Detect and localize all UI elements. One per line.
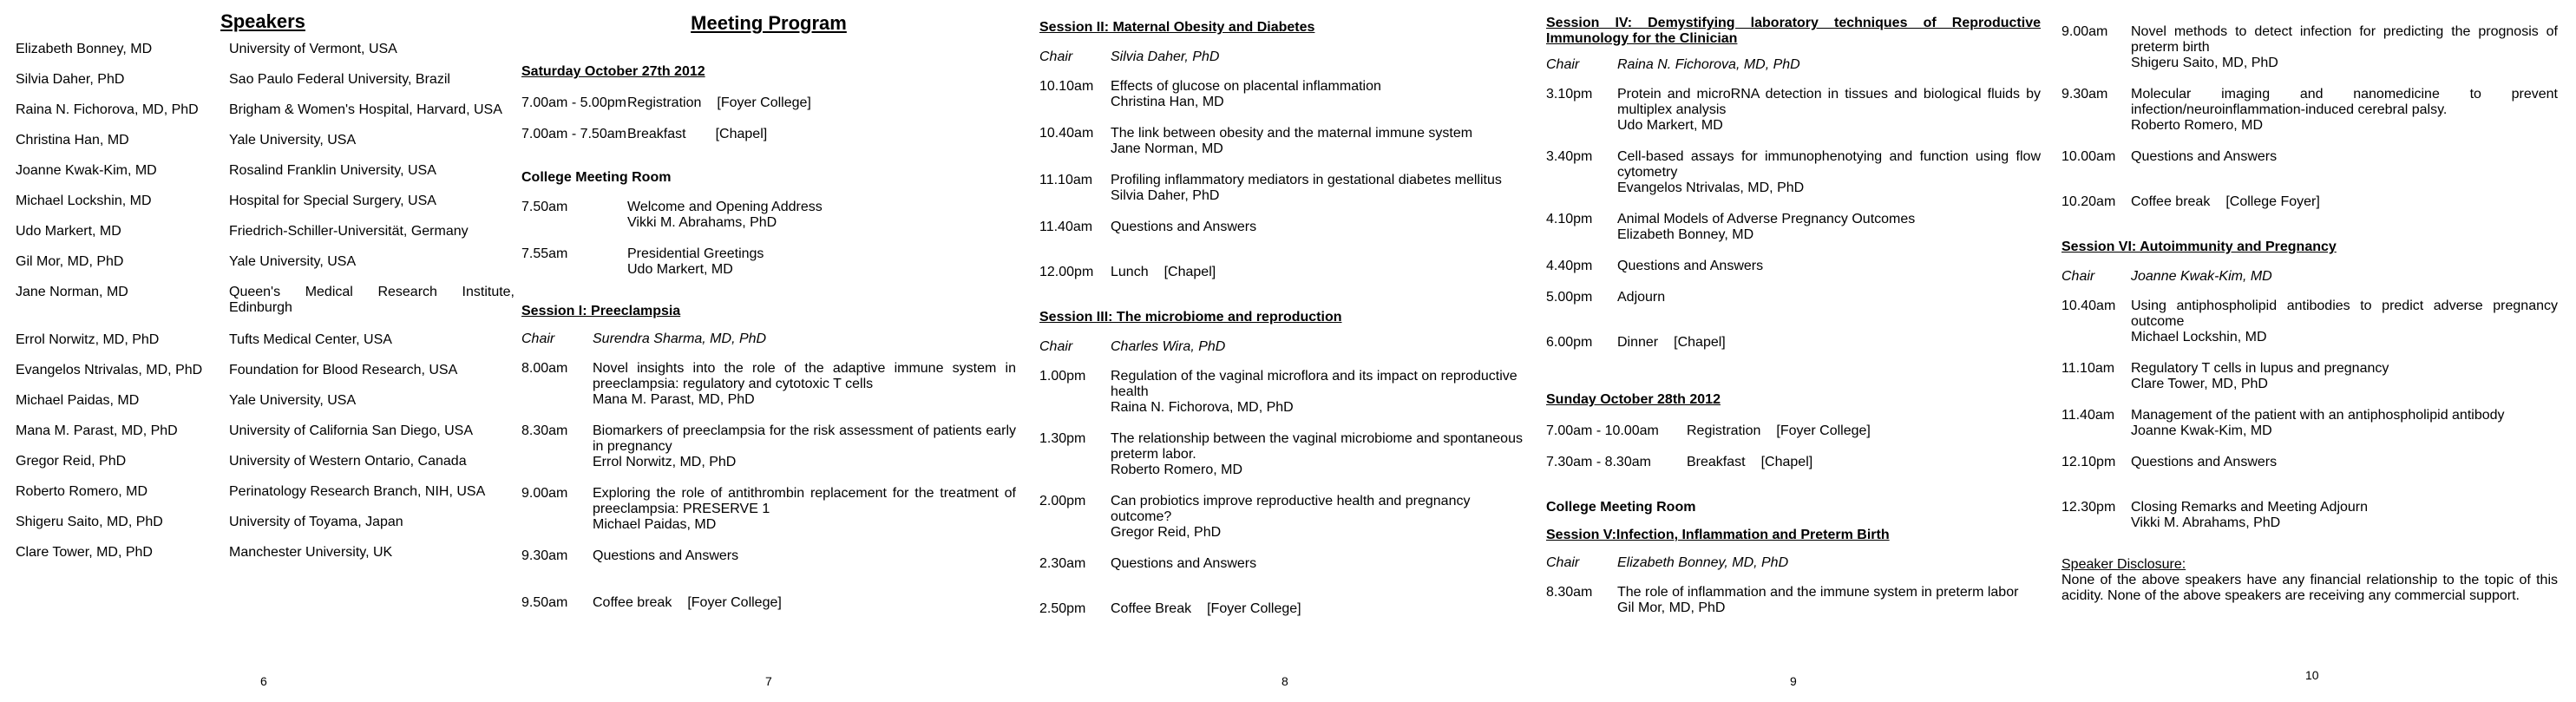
speaker-name: Raina N. Fichorova, MD, PhD	[16, 102, 199, 117]
talk-row	[1039, 126, 1532, 157]
day-2-heading: Sunday October 28th 2012	[1546, 392, 1721, 407]
session-3-heading: Session III: The microbiome and reproduction	[1039, 310, 1342, 325]
speaker-name: Elizabeth Bonney, MD	[16, 42, 153, 56]
chair-label: Chair	[2061, 269, 2095, 284]
talk-title: Animal Models of Adverse Pregnancy Outcomes	[1617, 212, 1916, 226]
talk-row	[2061, 361, 2558, 392]
talk-title: Regulation of the vaginal microflora and its impact on reproductive health	[1111, 369, 1517, 399]
talk-row	[1546, 585, 2041, 616]
speaker-name: Gregor Reid, PhD	[16, 454, 127, 469]
time: 10.00am	[2061, 149, 2116, 164]
page-number-6: 6	[260, 674, 267, 688]
speaker-affiliation: Brigham & Women's Hospital, Harvard, USA	[229, 102, 502, 117]
label: Coffee break	[593, 595, 672, 610]
talk-speaker: Mana M. Parast, MD, PhD	[593, 392, 755, 407]
label: Registration	[627, 95, 702, 110]
session-1-heading: Session I: Preeclampsia	[521, 304, 681, 318]
session-2-heading: Session II: Maternal Obesity and Diabetes	[1039, 20, 1315, 35]
qa-row-2	[1039, 556, 1532, 572]
talk-title: Cell-based assays for immunophenotying and function using flow cytometry	[1617, 149, 2041, 180]
talk-title: The link between obesity and the maternal immune system	[1111, 126, 1473, 141]
talk-row	[521, 486, 1016, 533]
talk-speaker: Evangelos Ntrivalas, MD, PhD	[1617, 180, 1805, 195]
chair-name: Surendra Sharma, MD, PhD	[593, 331, 767, 346]
label: Breakfast	[627, 127, 686, 141]
talk-row	[1039, 369, 1532, 416]
speaker-affiliation: University of California San Diego, USA	[229, 423, 474, 438]
speaker-name: Errol Norwitz, MD, PhD	[16, 332, 160, 347]
location: [Chapel]	[1760, 455, 1813, 469]
chair-label: Chair	[521, 331, 555, 346]
chair-row	[1039, 49, 1532, 65]
speaker: Udo Markert, MD	[627, 262, 733, 277]
welcome-row	[521, 200, 1016, 231]
speaker-row	[16, 393, 515, 423]
talk-title: Regulatory T cells in lupus and pregnancy	[2131, 361, 2389, 376]
chair-row	[1039, 339, 1532, 355]
time: 1.30pm	[1039, 431, 1086, 446]
chair-row	[2061, 269, 2558, 285]
talk-speaker: Gregor Reid, PhD	[1111, 525, 1222, 540]
talk-title: Can probiotics improve reproductive health and pregnancy outcome?	[1111, 494, 1471, 524]
speakers-title: Speakers	[220, 10, 305, 32]
qa-row	[521, 548, 1016, 564]
speaker-row	[16, 72, 515, 102]
talk-title: Novel insights into the role of the adaptive immune system in preeclampsia: regulatory and cytotoxic T cells	[593, 361, 1016, 391]
registration-row	[1546, 423, 2041, 439]
speaker-affiliation: Yale University, USA	[229, 393, 357, 408]
time: 12.30pm	[2061, 500, 2116, 515]
talk-row	[1546, 212, 2041, 243]
room-heading: College Meeting Room	[521, 170, 672, 185]
chair-label: Chair	[1039, 339, 1073, 354]
talk-row	[2061, 24, 2558, 71]
page-6	[16, 10, 515, 692]
time: 2.50pm	[1039, 601, 1086, 616]
greetings-row	[521, 246, 1016, 278]
talk-speaker: Michael Paidas, MD	[593, 517, 717, 532]
speaker-affiliation: Foundation for Blood Research, USA	[229, 363, 458, 377]
page-number-9: 9	[1790, 674, 1797, 688]
speaker-affiliation: Rosalind Franklin University, USA	[229, 163, 436, 178]
speaker-row	[16, 545, 515, 575]
label: Dinner	[1617, 335, 1659, 350]
location: [Foyer College]	[1776, 423, 1871, 438]
talk-speaker: Michael Lockshin, MD	[2131, 330, 2267, 344]
chair-label: Chair	[1546, 57, 1580, 72]
label: Questions and Answers	[1111, 556, 1257, 571]
speaker-affiliation: Sao Paulo Federal University, Brazil	[229, 72, 450, 87]
time: 8.30am	[1546, 585, 1593, 600]
time: 9.30am	[2061, 87, 2108, 102]
chair-name: Raina N. Fichorova, MD, PhD	[1617, 57, 1800, 72]
label: Breakfast	[1687, 455, 1746, 469]
title: Presidential Greetings	[627, 246, 764, 261]
label: Questions and Answers	[1111, 220, 1257, 234]
speaker-affiliation: Yale University, USA	[229, 133, 357, 148]
talk-title: Management of the patient with an antiphospholipid antibody	[2131, 408, 2505, 423]
talk-title: Protein and microRNA detection in tissues and biological fluids by multiplex analysis	[1617, 87, 2041, 117]
speaker-affiliation: University of Toyama, Japan	[229, 515, 403, 529]
time: 2.30am	[1039, 556, 1086, 571]
time: 10.20am	[2061, 194, 2116, 209]
speaker-row	[16, 515, 515, 545]
page-8	[1039, 10, 1532, 692]
time: 11.10am	[2061, 361, 2115, 376]
speaker-row	[16, 133, 515, 163]
talk-row	[1039, 431, 1532, 478]
title: The role of inflammation and the immune system in preterm labor	[1617, 585, 2019, 600]
chair-row	[1546, 57, 2041, 73]
label: Questions and Answers	[2131, 149, 2278, 164]
time: 8.00am	[521, 361, 568, 376]
speaker-row	[16, 363, 515, 393]
time: 7.00am - 10.00am	[1546, 423, 1659, 438]
talk-row	[1039, 173, 1532, 204]
coffee-row	[1039, 601, 1532, 617]
qa-row-2	[2061, 455, 2558, 470]
breakfast-row	[1546, 455, 2041, 470]
talk-row	[2061, 87, 2558, 134]
talk-speaker: Errol Norwitz, MD, PhD	[593, 455, 737, 469]
label: Questions and Answers	[593, 548, 739, 563]
label: Lunch	[1111, 265, 1149, 279]
speaker-name: Clare Tower, MD, PhD	[16, 545, 153, 560]
lunch-row	[1039, 265, 1532, 280]
talk-title: Molecular imaging and nanomedicine to prevent infection/neuroinflammation-induced cerebral palsy.	[2131, 87, 2558, 117]
time: 12.10pm	[2061, 455, 2116, 469]
speaker-name: Evangelos Ntrivalas, MD, PhD	[16, 363, 203, 377]
session-6-talks	[2061, 299, 2558, 439]
talk-row	[1039, 494, 1532, 541]
talk-title: Exploring the role of antithrombin replacement for the treatment of preeclampsia: PRESERVE 1	[593, 486, 1016, 516]
day-heading: Saturday October 27th 2012	[521, 64, 705, 79]
time: 5.00pm	[1546, 290, 1593, 305]
page-number-10: 10	[2305, 668, 2319, 682]
talk-row	[1039, 79, 1532, 110]
session-5-talks-cont	[2061, 24, 2558, 134]
adjourn-row	[1546, 290, 2041, 305]
page-number-7: 7	[765, 674, 772, 688]
chair-name: Elizabeth Bonney, MD, PhD	[1617, 555, 1789, 570]
speaker-name: Udo Markert, MD	[16, 224, 121, 239]
speaker-affiliation: Hospital for Special Surgery, USA	[229, 194, 436, 208]
talk-speaker: Raina N. Fichorova, MD, PhD	[1111, 400, 1294, 415]
location: [Foyer College]	[1207, 601, 1301, 616]
time: 9.30am	[521, 548, 568, 563]
coffee-row	[521, 595, 1016, 611]
coffee-row	[2061, 194, 2558, 210]
location: [Foyer College]	[687, 595, 782, 610]
talk-row	[1546, 87, 2041, 134]
page-7	[521, 10, 1016, 692]
time: 6.00pm	[1546, 335, 1593, 350]
speaker-row	[16, 42, 515, 72]
talk-title: Novel methods to detect infection for predicting the prognosis of preterm birth	[2131, 24, 2558, 55]
session-2-talks	[1039, 79, 1532, 204]
talk-speaker: Silvia Daher, PhD	[1111, 188, 1220, 203]
location: [College Foyer]	[2225, 194, 2320, 209]
program-title: Meeting Program	[691, 12, 847, 34]
talk-speaker: Shigeru Saito, MD, PhD	[2131, 56, 2278, 70]
label: Registration	[1687, 423, 1761, 438]
time: 7.50am	[521, 200, 568, 214]
talk-title: Effects of glucose on placental inflammation	[1111, 79, 1381, 94]
time: 7.30am - 8.30am	[1546, 455, 1651, 469]
label: Questions and Answers	[2131, 455, 2278, 469]
talk-speaker: Christina Han, MD	[1111, 95, 1224, 109]
label: Questions and Answers	[1617, 259, 1764, 273]
location: [Chapel]	[715, 127, 768, 141]
talk-speaker: Elizabeth Bonney, MD	[1617, 227, 1754, 242]
speaker-affiliation: University of Western Ontario, Canada	[229, 454, 467, 469]
speaker-row	[16, 163, 515, 194]
speaker-name: Silvia Daher, PhD	[16, 72, 125, 87]
chair-row	[1546, 555, 2041, 571]
breakfast-row	[521, 127, 1016, 142]
time: 10.40am	[2061, 299, 2116, 313]
label: Coffee break	[2131, 194, 2211, 209]
speaker-affiliation: Yale University, USA	[229, 254, 357, 269]
talk-title: Using antiphospholipid antibodies to predict adverse pregnancy outcome	[2131, 299, 2558, 329]
time: 2.00pm	[1039, 494, 1086, 508]
speaker-affiliation: Queen's Medical Research Institute, Edinburgh	[229, 285, 515, 315]
speaker-row	[16, 285, 515, 332]
speaker-row	[16, 102, 515, 133]
time: 4.40pm	[1546, 259, 1593, 273]
time: 7.00am - 7.50am	[521, 127, 626, 141]
label: Coffee Break	[1111, 601, 1192, 616]
speaker: Gil Mor, MD, PhD	[1617, 600, 1726, 615]
speaker-name: Gil Mor, MD, PhD	[16, 254, 124, 269]
speaker-name: Joanne Kwak-Kim, MD	[16, 163, 157, 178]
page-number-8: 8	[1281, 674, 1288, 688]
speaker: Vikki M. Abrahams, PhD	[2131, 515, 2281, 530]
time: 9.00am	[2061, 24, 2108, 39]
chair-name: Silvia Daher, PhD	[1111, 49, 1220, 64]
speaker-affiliation: Friedrich-Schiller-Universität, Germany	[229, 224, 469, 239]
time: 10.40am	[1039, 126, 1094, 141]
time: 3.10pm	[1546, 87, 1593, 102]
dinner-row	[1546, 335, 2041, 351]
time: 10.10am	[1039, 79, 1094, 94]
session-3-talks	[1039, 369, 1532, 541]
page-9	[1546, 10, 2041, 692]
time: 7.55am	[521, 246, 568, 261]
speaker-row	[16, 224, 515, 254]
disclosure-text: None of the above speakers have any financial relationship to the topic of this acidity. None of the above speakers are receiving any commercial support.	[2061, 573, 2558, 603]
speaker-name: Mana M. Parast, MD, PhD	[16, 423, 178, 438]
talk-title: The relationship between the vaginal microbiome and spontaneous preterm labor.	[1111, 431, 1523, 462]
talk-speaker: Udo Markert, MD	[1617, 118, 1723, 133]
talk-row	[521, 423, 1016, 470]
speaker-affiliation: Tufts Medical Center, USA	[229, 332, 392, 347]
speaker-name: Christina Han, MD	[16, 133, 129, 148]
time: 4.10pm	[1546, 212, 1593, 226]
time: 8.30am	[521, 423, 568, 438]
chair-row	[521, 331, 1016, 347]
session-5-heading: Session V:Infection, Inflammation and Preterm Birth	[1546, 528, 1890, 542]
time: 11.10am	[1039, 173, 1093, 187]
talk-row	[1546, 149, 2041, 196]
disclosure-title: Speaker Disclosure:	[2061, 557, 2186, 572]
speaker-name: Michael Paidas, MD	[16, 393, 140, 408]
talk-title: Profiling inflammatory mediators in gestational diabetes mellitus	[1111, 173, 1502, 187]
session-1-talks	[521, 361, 1016, 533]
time: 7.00am - 5.00pm	[521, 95, 626, 110]
time: 12.00pm	[1039, 265, 1094, 279]
session-4-talks	[1546, 87, 2041, 243]
talk-speaker: Jane Norman, MD	[1111, 141, 1223, 156]
location: [Chapel]	[1674, 335, 1726, 350]
talk-speaker: Joanne Kwak-Kim, MD	[2131, 423, 2272, 438]
registration-row	[521, 95, 1016, 111]
speaker: Vikki M. Abrahams, PhD	[627, 215, 777, 230]
talk-speaker: Roberto Romero, MD	[2131, 118, 2264, 133]
talk-row	[521, 361, 1016, 408]
speaker-affiliation: Manchester University, UK	[229, 545, 393, 560]
talk-speaker: Roberto Romero, MD	[1111, 463, 1243, 477]
time: 1.00pm	[1039, 369, 1086, 384]
speaker-name: Shigeru Saito, MD, PhD	[16, 515, 163, 529]
qa-row	[1039, 220, 1532, 235]
page-10	[2061, 10, 2558, 692]
speaker-list	[16, 42, 515, 575]
chair-name: Joanne Kwak-Kim, MD	[2131, 269, 2272, 284]
session-4-heading: Session IV: Demystifying laboratory techniques of Reproductive Immunology for the Clinician	[1546, 16, 2041, 46]
talk-speaker: Clare Tower, MD, PhD	[2131, 377, 2268, 391]
time: 3.40pm	[1546, 149, 1593, 164]
time: 9.00am	[521, 486, 568, 501]
speaker-name: Roberto Romero, MD	[16, 484, 148, 499]
time: 9.50am	[521, 595, 568, 610]
speaker-row	[16, 332, 515, 363]
talk-title: Biomarkers of preeclampsia for the risk assessment of patients early in pregnancy	[593, 423, 1016, 454]
speaker-row	[16, 454, 515, 484]
label: Adjourn	[1617, 290, 1666, 305]
location: [Chapel]	[1163, 265, 1216, 279]
talk-row	[2061, 408, 2558, 439]
speaker-row	[16, 484, 515, 515]
title: Welcome and Opening Address	[627, 200, 823, 214]
speaker-row	[16, 254, 515, 285]
time: 11.40am	[2061, 408, 2115, 423]
chair-label: Chair	[1546, 555, 1580, 570]
title: Closing Remarks and Meeting Adjourn	[2131, 500, 2369, 515]
qa-row	[1546, 259, 2041, 274]
qa-row	[2061, 149, 2558, 165]
chair-label: Chair	[1039, 49, 1073, 64]
session-6-heading: Session VI: Autoimmunity and Pregnancy	[2061, 239, 2337, 254]
speaker-name: Jane Norman, MD	[16, 285, 128, 299]
speaker-row	[16, 194, 515, 224]
speaker-affiliation: University of Vermont, USA	[229, 42, 397, 56]
talk-row	[2061, 299, 2558, 345]
location: [Foyer College]	[717, 95, 811, 110]
speaker-row	[16, 423, 515, 454]
speaker-name: Michael Lockshin, MD	[16, 194, 152, 208]
closing-row	[2061, 500, 2558, 531]
speaker-affiliation: Perinatology Research Branch, NIH, USA	[229, 484, 486, 499]
chair-name: Charles Wira, PhD	[1111, 339, 1226, 354]
room-heading: College Meeting Room	[1546, 500, 1696, 515]
time: 11.40am	[1039, 220, 1093, 234]
